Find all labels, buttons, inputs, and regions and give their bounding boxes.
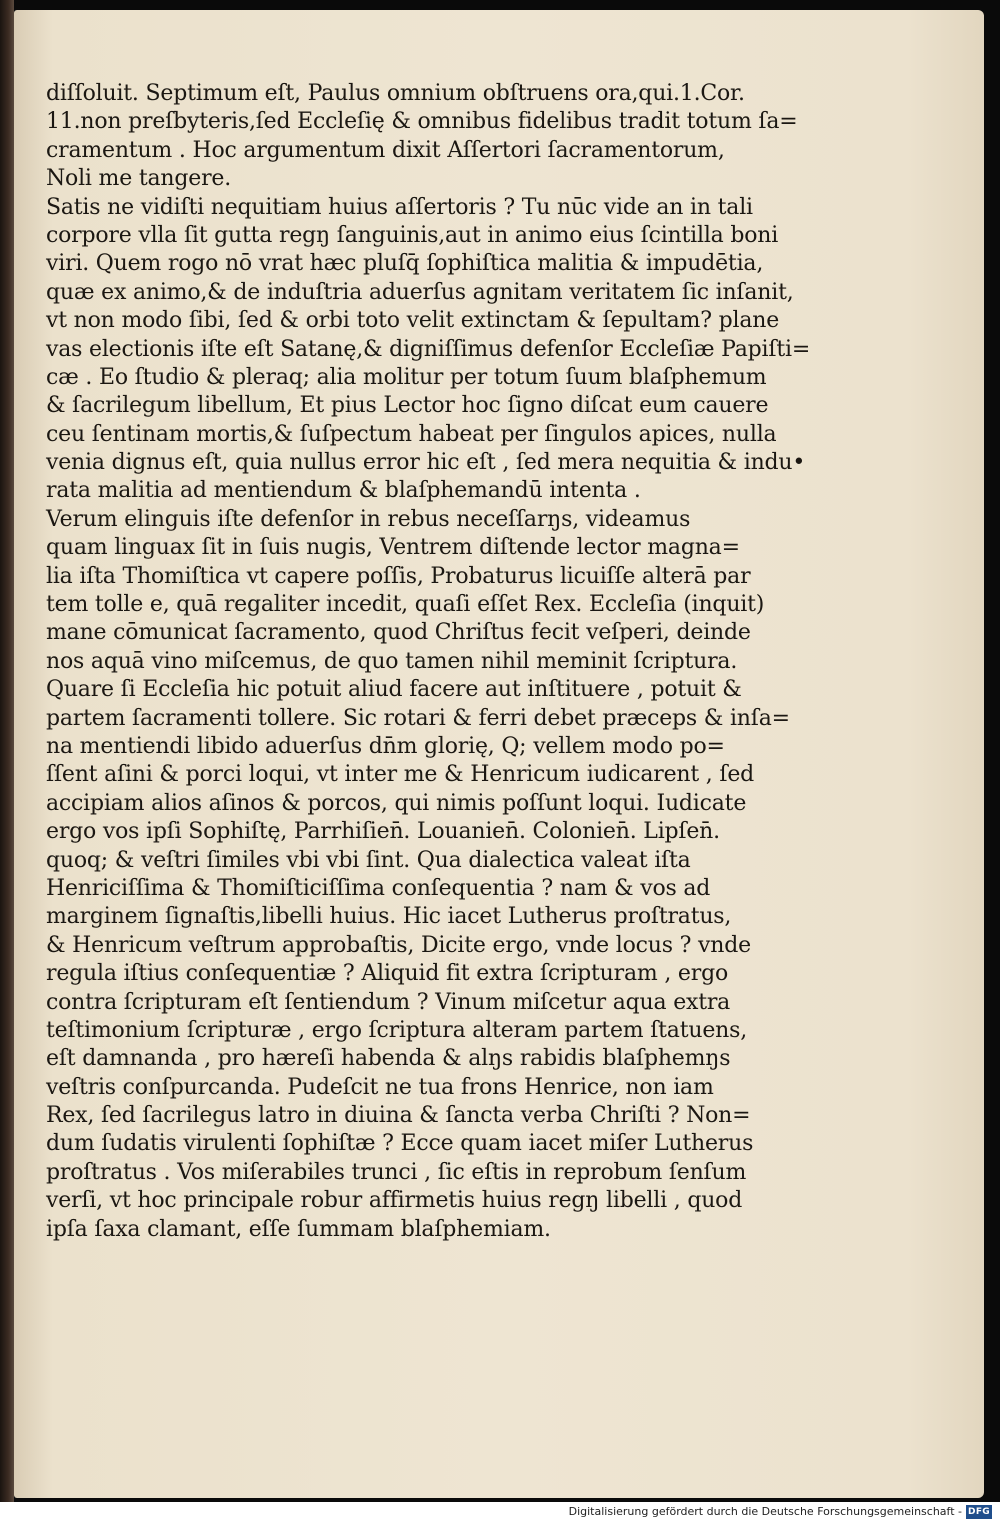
text-line: ſſent aſini & porci loqui, vt inter me & Henricum iudicarent , ſed (46, 762, 755, 788)
book-spine (0, 0, 14, 1502)
text-line: diſſoluit. Septimum eſt, Paulus omnium obſtruens ora,qui.1.Cor. (46, 81, 745, 106)
text-line: dum ſudatis virulenti ſophiſtæ ? Ecce quam iacet miſer Lutherus (46, 1131, 754, 1157)
text-line: ergo vos ipſi Sophiſtę, Parrhiſien̄. Louanien̄. Colonien̄. Lipſen̄. (46, 819, 720, 845)
text-line: & ſacrilegum libellum, Et pius Lector hoc ſigno diſcat eum cauere (46, 393, 769, 419)
text-line: eſt damnanda , pro hæreſi habenda & alŋs rabidis blaſphemŋs (46, 1046, 731, 1072)
text-line: Quare ſi Eccleſia hic potuit aliud facere aut inſtituere , potuit & (46, 677, 742, 703)
text-line: accipiam alios aſinos & porcos, qui nimis poſſunt loqui. Iudicate (46, 790, 747, 816)
dfg-logo-icon: DFG (966, 1505, 992, 1519)
text-line: Verum elinguis iſte defenſor in rebus neceſſarŋs, videamus (46, 506, 691, 532)
text-line: quam linguax ſit in ſuis nugis, Ventrem diſtende lector magna= (46, 535, 740, 561)
text-line: veſtris conſpurcanda. Pudeſcit ne tua frons Henrice, non iam (46, 1074, 714, 1100)
text-line: na mentiendi libido aduerſus dn̄m glorię, Q; vellem modo po= (46, 733, 725, 759)
footer-bar (0, 1502, 1000, 1523)
text-line: Satis ne vidiſti nequitiam huius aſſertoris ? Tu nūc vide an in tali (46, 194, 753, 220)
text-line: ceu ſentinam mortis,& ſuſpectum habeat per ſingulos apices, nulla (46, 421, 777, 447)
text-line: vas electionis iſte eſt Satanę,& digniſſimus defenſor Eccleſiæ Papiſti= (46, 336, 811, 362)
text-line: proſtratus . Vos miſerabiles trunci , ſic eſtis in reprobum ſenſum (46, 1159, 747, 1185)
text-line: 11.non preſbyteris,ſed Eccleſię & omnibus fidelibus tradit totum ſa= (46, 109, 798, 135)
text-line: venia dignus eſt, quia nullus error hic eſt , ſed mera nequitia & indu• (46, 450, 806, 476)
text-line: nos aquā vino miſcemus, de quo tamen nihil meminit ſcriptura. (46, 648, 738, 674)
text-line: cæ . Eo ſtudio & pleraq; alia molitur per totum ſuum blaſphemum (46, 364, 767, 390)
text-line: lia iſta Thomiſtica vt capere poſſis, Probaturus licuiſſe alterā par (46, 563, 751, 589)
text-line: partem ſacramenti tollere. Sic rotari & ferri debet præceps & inſa= (46, 705, 790, 731)
text-line: quæ ex animo,& de induſtria aduerſus agnitam veritatem ſic inſanit, (46, 279, 794, 305)
text-line: corpore vlla ſit gutta regŋ ſanguinis,aut in animo eius ſcintilla boni (46, 222, 779, 248)
page-text (46, 80, 811, 1244)
text-line: vt non modo ſibi, ſed & orbi toto velit extinctam & ſepultam? plane (46, 308, 780, 334)
text-line: contra ſcripturam eſt ſentiendum ? Vinum miſcetur aqua extra (46, 989, 731, 1015)
text-line: teſtimonium ſcripturæ , ergo ſcriptura alteram partem ſtatuens, (46, 1017, 748, 1043)
text-line: Rex, ſed ſacrilegus latro in diuina & ſancta verba Chriſti ? Non= (46, 1103, 751, 1129)
text-line: tem tolle e, quā regaliter incedit, quaſi eſſet Rex. Eccleſia (inquit) (46, 592, 765, 618)
text-line: marginem ſignaſtis,libelli huius. Hic iacet Lutherus proſtratus, (46, 904, 732, 930)
footer-credit: Digitalisierung gefördert durch die Deutsche Forschungsgemeinschaft - (568, 1505, 962, 1518)
text-line: quoq; & veſtri ſimiles vbi vbi ſint. Qua dialectica valeat iſta (46, 847, 691, 873)
text-line: viri. Quem rogo nō vrat hæc pluſq̄ ſophiſtica malitia & impudētia, (46, 251, 764, 277)
text-line: verſi, vt hoc principale robur affirmetis huius regŋ libelli , quod (46, 1188, 743, 1214)
text-line: Henriciſſima & Thomiſticiſſima conſequentia ? nam & vos ad (46, 875, 711, 901)
text-line: ipſa ſaxa clamant, eſſe ſummam blaſphemiam. (46, 1216, 551, 1242)
text-line: mane cōmunicat ſacramento, quod Chriſtus fecit veſperi, deinde (46, 620, 751, 646)
text-line: rata malitia ad mentiendum & blaſphemandū intenta . (46, 478, 641, 504)
text-line: & Henricum veſtrum approbaſtis, Dicite ergo, vnde locus ? vnde (46, 932, 751, 958)
text-line: Noli me tangere. (46, 166, 231, 192)
text-line: cramentum . Hoc argumentum dixit Aſſertori ſacramentorum, (46, 137, 725, 163)
text-line: regula iſtius conſequentiæ ? Aliquid fit extra ſcripturam , ergo (46, 961, 728, 987)
